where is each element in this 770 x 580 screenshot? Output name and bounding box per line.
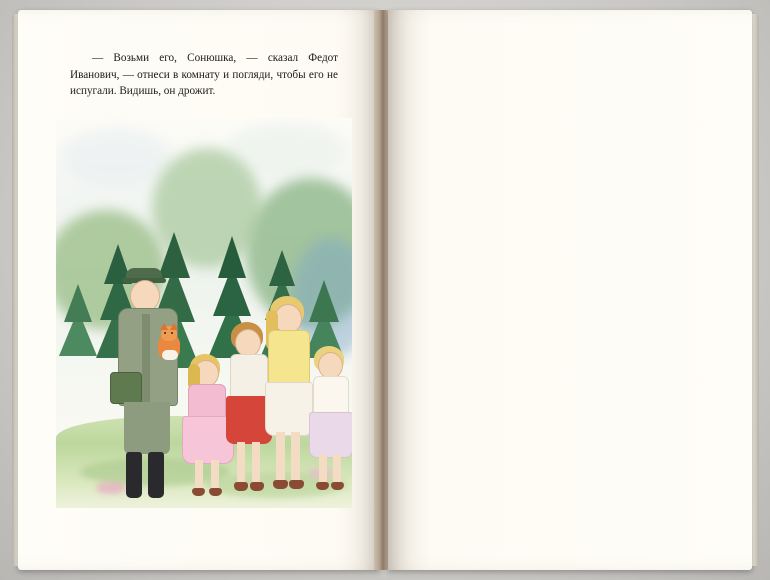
paragraph: — Возьми его, Сонюшка, — сказал Федот Иванович, — отнеси в комнату и погляди, чтобы его не испугали. Видишь, он дрожит. xyxy=(70,52,338,98)
shoulder-bag xyxy=(110,372,142,404)
boot xyxy=(148,452,164,498)
left-page-text xyxy=(70,50,338,100)
skirt xyxy=(309,412,352,458)
shoe xyxy=(209,488,222,496)
shoe xyxy=(331,482,344,490)
coat-placket xyxy=(142,314,150,402)
shoe xyxy=(192,488,205,496)
shoe xyxy=(316,482,329,490)
leg xyxy=(333,454,341,484)
head xyxy=(235,329,261,357)
open-book xyxy=(8,4,762,576)
leg xyxy=(291,432,300,482)
head xyxy=(318,352,343,379)
shoe xyxy=(289,480,304,489)
leg xyxy=(276,432,285,482)
sky-wash xyxy=(62,128,172,188)
shoe xyxy=(234,482,248,491)
girl-in-white-blouse xyxy=(306,346,352,498)
forester-with-fox-cub xyxy=(108,268,188,498)
blouse xyxy=(268,330,310,386)
boot xyxy=(126,452,142,498)
leg xyxy=(319,454,327,484)
leg xyxy=(195,460,203,490)
leg xyxy=(237,442,245,484)
right-page xyxy=(388,10,752,570)
shoe xyxy=(273,480,288,489)
blouse xyxy=(313,376,349,416)
right-page-edge xyxy=(751,14,759,566)
fox-cub xyxy=(156,326,182,362)
forester-coat-skirt xyxy=(124,402,170,454)
left-page xyxy=(18,10,380,570)
leg xyxy=(252,442,260,484)
forest-scene-illustration xyxy=(56,118,352,508)
leg xyxy=(211,460,219,490)
